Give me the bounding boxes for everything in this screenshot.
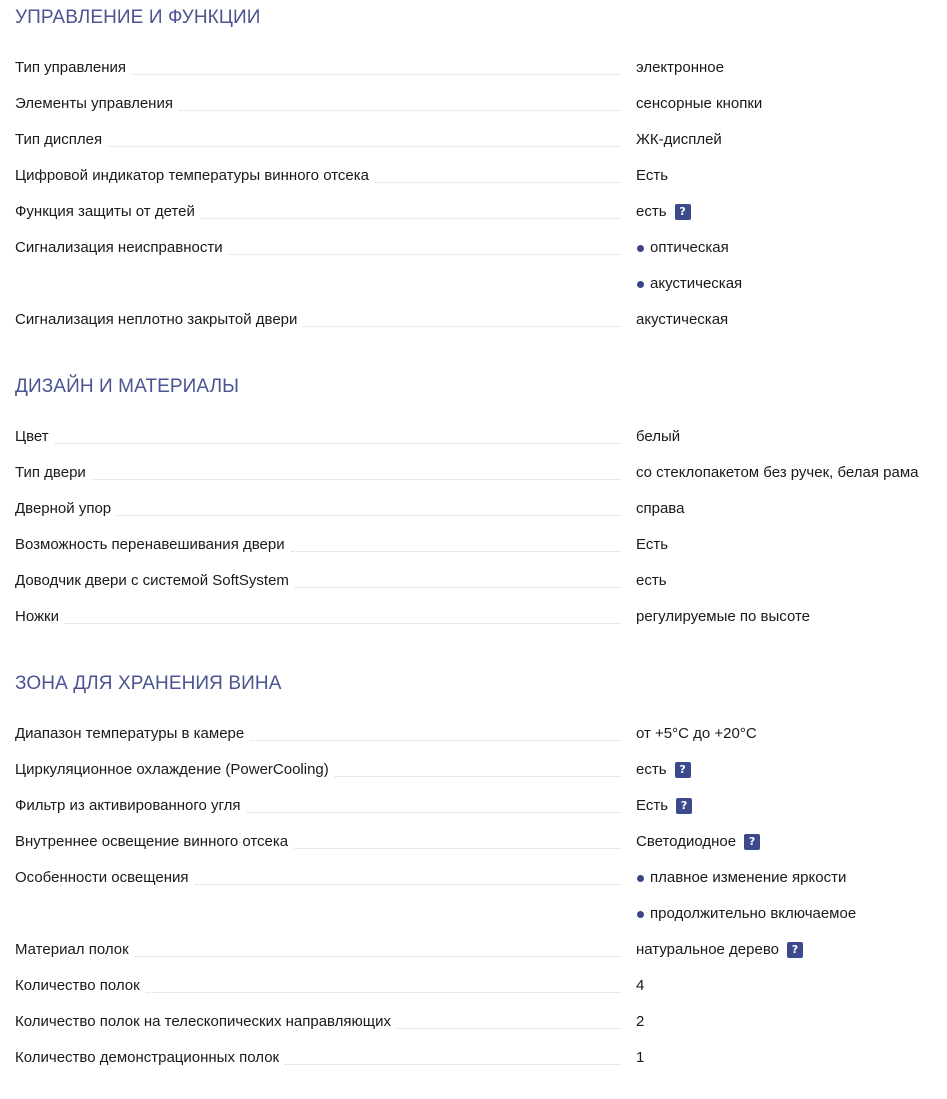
spec-value: Есть: [636, 167, 669, 184]
leader-dots: [229, 238, 621, 255]
spec-row: [15, 940, 940, 976]
spec-value: продолжительно включаемое: [650, 905, 857, 922]
spec-label: Функция защиты от детей: [15, 202, 201, 222]
bullet-icon: [637, 911, 644, 918]
spec-label: Сигнализация неисправности: [15, 238, 229, 258]
spec-label: Диапазон температуры в камере: [15, 724, 250, 744]
spec-label: Количество демонстрационных полок: [15, 1048, 285, 1068]
help-icon[interactable]: ?: [744, 834, 760, 850]
spec-value: есть: [636, 761, 667, 778]
spec-value: Есть: [636, 536, 669, 553]
leader-dots: [117, 499, 621, 516]
spec-value: есть: [636, 203, 667, 220]
help-icon[interactable]: ?: [675, 762, 691, 778]
leader-dots: [135, 940, 621, 957]
bullet-icon: [637, 281, 644, 288]
leader-dots: [132, 58, 621, 75]
spec-row: [15, 166, 940, 202]
spec-value: натуральное дерево: [636, 941, 779, 958]
leader-dots: [201, 202, 621, 219]
leader-dots: [146, 976, 621, 993]
spec-label: Цвет: [15, 427, 55, 447]
spec-row: [15, 796, 940, 832]
spec-value: справа: [636, 500, 685, 517]
spec-label: Доводчик двери с системой SoftSystem: [15, 571, 295, 591]
leader-dots: [55, 427, 621, 444]
spec-label: Количество полок на телескопических направляющих: [15, 1012, 397, 1032]
spec-label: Количество полок: [15, 976, 146, 996]
spec-value: 4: [636, 977, 645, 994]
spec-label: Внутреннее освещение винного отсека: [15, 832, 294, 852]
spec-row: [15, 499, 940, 535]
spec-row: [15, 310, 940, 346]
spec-label: Тип двери: [15, 463, 92, 483]
section-wine-zone: [15, 672, 940, 1084]
spec-row: [15, 535, 940, 571]
section-title: УПРАВЛЕНИЕ И ФУНКЦИИ: [15, 7, 261, 28]
help-icon[interactable]: ?: [675, 204, 691, 220]
section-controls: [15, 6, 940, 346]
spec-value: акустическая: [650, 275, 743, 292]
spec-value: регулируемые по высоте: [636, 608, 811, 625]
section-design: [15, 375, 940, 643]
spec-row: [15, 760, 940, 796]
spec-row: [15, 1012, 940, 1048]
leader-dots: [179, 94, 621, 111]
spec-label: Циркуляционное охлаждение (PowerCooling): [15, 760, 335, 780]
leader-dots: [108, 130, 621, 147]
leader-dots: [295, 571, 621, 588]
spec-row: [15, 724, 940, 760]
spec-value: белый: [636, 428, 681, 445]
spec-value: акустическая: [636, 311, 729, 328]
leader-dots: [250, 724, 621, 741]
spec-row: [15, 238, 940, 310]
spec-row: [15, 1048, 940, 1084]
spec-label: Сигнализация неплотно закрытой двери: [15, 310, 303, 330]
spec-label: Дверной упор: [15, 499, 117, 519]
spec-list: [15, 427, 940, 643]
spec-label: Возможность перенавешивания двери: [15, 535, 291, 555]
spec-value: ЖК-дисплей: [636, 131, 722, 148]
bullet-icon: [637, 245, 644, 252]
spec-label: Особенности освещения: [15, 868, 195, 888]
spec-label: Цифровой индикатор температуры винного отсека: [15, 166, 375, 186]
leader-dots: [375, 166, 621, 183]
leader-dots: [285, 1048, 621, 1065]
bullet-icon: [637, 875, 644, 882]
help-icon[interactable]: ?: [787, 942, 803, 958]
spec-row: [15, 94, 940, 130]
spec-list: [15, 724, 940, 1084]
spec-value: 2: [636, 1013, 645, 1030]
spec-value: электронное: [636, 59, 724, 76]
spec-row: [15, 463, 940, 499]
section-title: ДИЗАЙН И МАТЕРИАЛЫ: [15, 376, 240, 397]
spec-row: [15, 202, 940, 238]
leader-dots: [397, 1012, 621, 1029]
leader-dots: [65, 607, 621, 624]
spec-row: [15, 58, 940, 94]
spec-row: [15, 976, 940, 1012]
spec-row: [15, 607, 940, 643]
spec-value: от +5°C до +20°C: [636, 725, 757, 742]
leader-dots: [92, 463, 621, 480]
spec-label: Фильтр из активированного угля: [15, 796, 247, 816]
spec-value: Светодиодное: [636, 833, 737, 850]
spec-label: Элементы управления: [15, 94, 179, 114]
spec-list: [15, 58, 940, 346]
spec-label: Тип управления: [15, 58, 132, 78]
spec-value: 1: [636, 1049, 645, 1066]
leader-dots: [291, 535, 621, 552]
spec-value: сенсорные кнопки: [636, 95, 763, 112]
spec-value: оптическая: [650, 239, 729, 256]
spec-row: [15, 832, 940, 868]
spec-row: [15, 130, 940, 166]
leader-dots: [294, 832, 621, 849]
leader-dots: [335, 760, 621, 777]
section-title: ЗОНА ДЛЯ ХРАНЕНИЯ ВИНА: [15, 673, 282, 694]
spec-value: плавное изменение яркости: [650, 869, 847, 886]
spec-label: Тип дисплея: [15, 130, 108, 150]
leader-dots: [247, 796, 621, 813]
help-icon[interactable]: ?: [676, 798, 692, 814]
spec-value: есть: [636, 572, 667, 589]
spec-value: со стеклопакетом без ручек, белая рама: [636, 464, 919, 481]
spec-row: [15, 427, 940, 463]
spec-label: Ножки: [15, 607, 65, 627]
spec-row: [15, 868, 940, 940]
spec-row: [15, 571, 940, 607]
leader-dots: [195, 868, 621, 885]
spec-label: Материал полок: [15, 940, 135, 960]
spec-value: Есть: [636, 797, 669, 814]
leader-dots: [303, 310, 621, 327]
